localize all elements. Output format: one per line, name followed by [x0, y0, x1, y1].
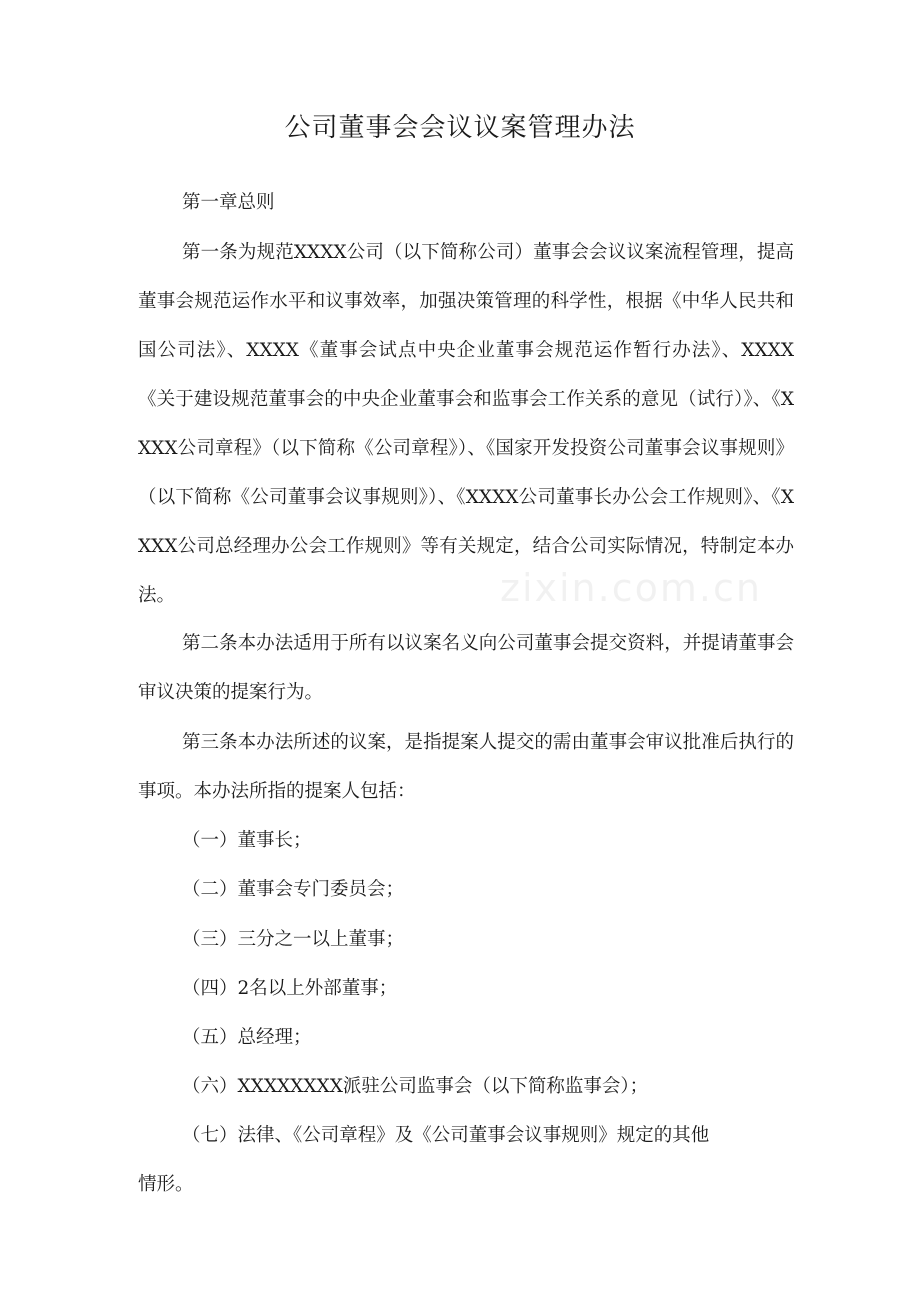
- chapter-heading: 第一章总则: [182, 192, 275, 213]
- article-2: 第二条本办法适用于所有以议案名义向公司董事会提交资料，并提请董事会审议决策的提案行为。: [138, 633, 794, 703]
- watermark: zixin.com.cn: [500, 566, 762, 610]
- list-item-7-continuation: 情形。: [138, 1174, 194, 1195]
- list-item-4: （四）2名以上外部董事；: [182, 978, 398, 999]
- article-1: 第一条为规范XXXX公司（以下简称公司）董事会会议议案流程管理，提高董事会规范运作水平和议事效率，加强决策管理的科学性，根据《中华人民共和国公司法》、XXXX《董事会试点中央企业董事会规范运作暂行办法》、XXXX《关于建设规范董事会的中央企业董事会和监事会工作关系的意见（试行）》、《XXXX公司章程》（以下简称《公司章程》）、《国家开发投资公司董事会议事规则》（以下简称《公司董事会议事规则》）、《XXXX公司董事长办公会工作规则》、《XXXX公司总经理办公会工作规则》等有关规定，结合公司实际情况，特制定本办法。: [138, 242, 794, 606]
- article-3: 第三条本办法所述的议案，是指提案人提交的需由董事会审议批准后执行的事项。本办法所指的提案人包括：: [138, 732, 794, 802]
- list-item-2: （二）董事会专门委员会；: [182, 879, 405, 900]
- list-item-1: （一）董事长；: [182, 830, 312, 851]
- document-title: 公司董事会会议议案管理办法: [284, 113, 636, 143]
- list-item-3: （三）三分之一以上董事；: [182, 929, 405, 950]
- list-item-7: （七）法律、《公司章程》及《公司董事会议事规则》规定的其他: [182, 1125, 710, 1146]
- list-item-5: （五）总经理；: [182, 1027, 312, 1048]
- list-item-6: （六）XXXXXXXX派驻公司监事会（以下简称监事会）；: [182, 1076, 649, 1097]
